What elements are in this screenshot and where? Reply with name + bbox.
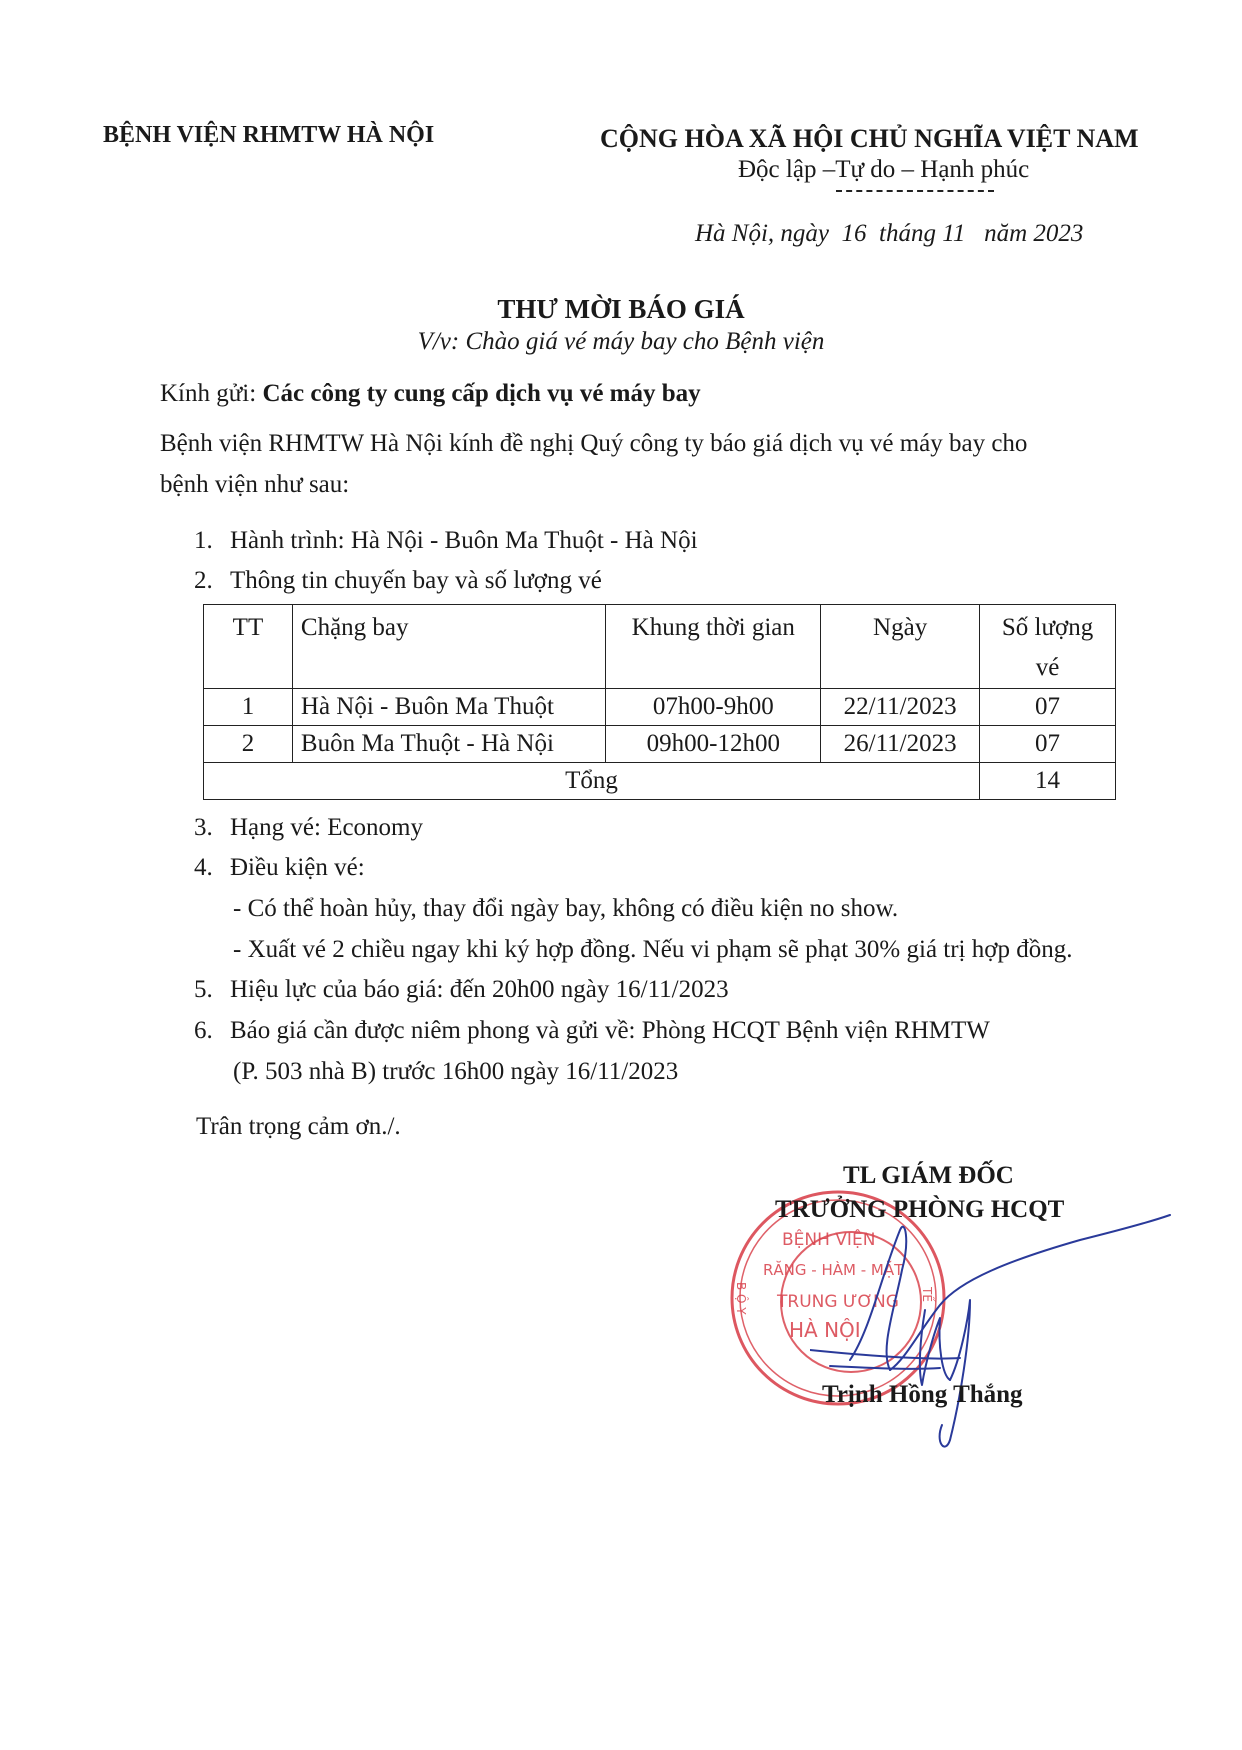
total-label: Tổng (204, 763, 980, 800)
national-title: CỘNG HÒA XÃ HỘI CHỦ NGHĨA VIỆT NAM (600, 124, 1139, 153)
flight-table (203, 604, 1116, 800)
list-item-continuation: (P. 503 nhà B) trước 16h00 ngày 16/11/2023 (233, 1058, 679, 1085)
cell-date: 22/11/2023 (821, 689, 980, 726)
condition-line: - Xuất vé 2 chiều ngay khi ký hợp đồng. Nếu vi phạm sẽ phạt 30% giá trị hợp đồng. (233, 936, 1073, 963)
list-item (194, 1017, 990, 1045)
stamp-line-3: TRUNG ƯƠNG (777, 1292, 899, 1312)
list-item-text: Điều kiện vé: (230, 854, 365, 881)
list-item-text: Hành trình: Hà Nội - Buôn Ma Thuột - Hà Nội (230, 527, 698, 554)
list-item-number: 2. (194, 567, 213, 594)
total-qty: 14 (980, 763, 1116, 800)
signature-title: TRƯỞNG PHÒNG HCQT (775, 1196, 1065, 1223)
list-item (194, 976, 729, 1004)
cell-tt: 2 (204, 726, 293, 763)
stamp-line-1: BỆNH VIỆN (782, 1230, 876, 1250)
organization-name: BỆNH VIỆN RHMTW HÀ NỘI (103, 122, 435, 148)
list-item-text: Thông tin chuyến bay và số lượng vé (230, 567, 602, 594)
greeting-recipient: Các công ty cung cấp dịch vụ vé máy bay (262, 380, 701, 407)
greeting-label: Kính gửi: (160, 380, 263, 407)
signature-title: TL GIÁM ĐỐC (843, 1162, 1014, 1189)
intro-line: bệnh viện như sau: (160, 471, 350, 498)
cell-route: Hà Nội - Buôn Ma Thuột (292, 689, 606, 726)
table-row (204, 689, 1116, 726)
stamp-right-letters: TẾ (920, 1287, 934, 1302)
table-header-row (204, 605, 1116, 689)
cell-qty: 07 (980, 689, 1116, 726)
motto-divider (836, 190, 994, 192)
header-qty-line: vé (1035, 654, 1060, 681)
header-qty (980, 605, 1116, 689)
header-tt: TT (204, 605, 293, 689)
list-item (194, 814, 423, 842)
header-route: Chặng bay (292, 605, 606, 689)
list-item-number: 1. (194, 527, 213, 554)
header-date: Ngày (821, 605, 980, 689)
cell-time: 09h00-12h00 (606, 726, 821, 763)
list-item (194, 527, 698, 555)
cell-date: 26/11/2023 (821, 726, 980, 763)
signer-name: Trịnh Hồng Thắng (822, 1381, 1023, 1408)
cell-tt: 1 (204, 689, 293, 726)
national-motto: Độc lập –Tự do – Hạnh phúc (738, 156, 1030, 183)
list-item (194, 567, 602, 595)
document-subject: V/v: Chào giá vé máy bay cho Bệnh viện (417, 328, 825, 355)
greeting (160, 380, 701, 408)
list-item-number: 3. (194, 814, 213, 841)
list-item (194, 854, 365, 882)
header-time: Khung thời gian (606, 605, 821, 689)
cell-route: Buôn Ma Thuột - Hà Nội (292, 726, 606, 763)
stamp-left-letters: B Ộ Y (734, 1282, 748, 1315)
list-item-number: 4. (194, 854, 213, 881)
list-item-number: 6. (194, 1017, 213, 1044)
intro-line: Bệnh viện RHMTW Hà Nội kính đề nghị Quý công ty báo giá dịch vụ vé máy bay cho (160, 430, 1028, 457)
list-item-number: 5. (194, 976, 213, 1003)
date-line: Hà Nội, ngày 16 tháng 11 năm 2023 (695, 220, 1084, 247)
document-title: THƯ MỜI BÁO GIÁ (497, 294, 745, 324)
list-item-text: Báo giá cần được niêm phong và gửi về: Phòng HCQT Bệnh viện RHMTW (230, 1017, 990, 1044)
cell-qty: 07 (980, 726, 1116, 763)
condition-line: - Có thể hoàn hủy, thay đổi ngày bay, không có điều kiện no show. (233, 895, 899, 922)
list-item-text: Hạng vé: Economy (230, 814, 424, 841)
handwritten-signature (810, 1210, 1180, 1450)
table-row (204, 726, 1116, 763)
cell-time: 07h00-9h00 (606, 689, 821, 726)
stamp-line-4: HÀ NỘI (789, 1318, 861, 1342)
stamp-line-2: RĂNG - HÀM - MẶT (763, 1261, 904, 1279)
header-qty-line: Số lượng (1001, 614, 1094, 641)
closing-line: Trân trọng cảm ơn./. (196, 1113, 401, 1140)
table-total-row (204, 763, 1116, 800)
list-item-text: Hiệu lực của báo giá: đến 20h00 ngày 16/11/2023 (230, 976, 729, 1003)
